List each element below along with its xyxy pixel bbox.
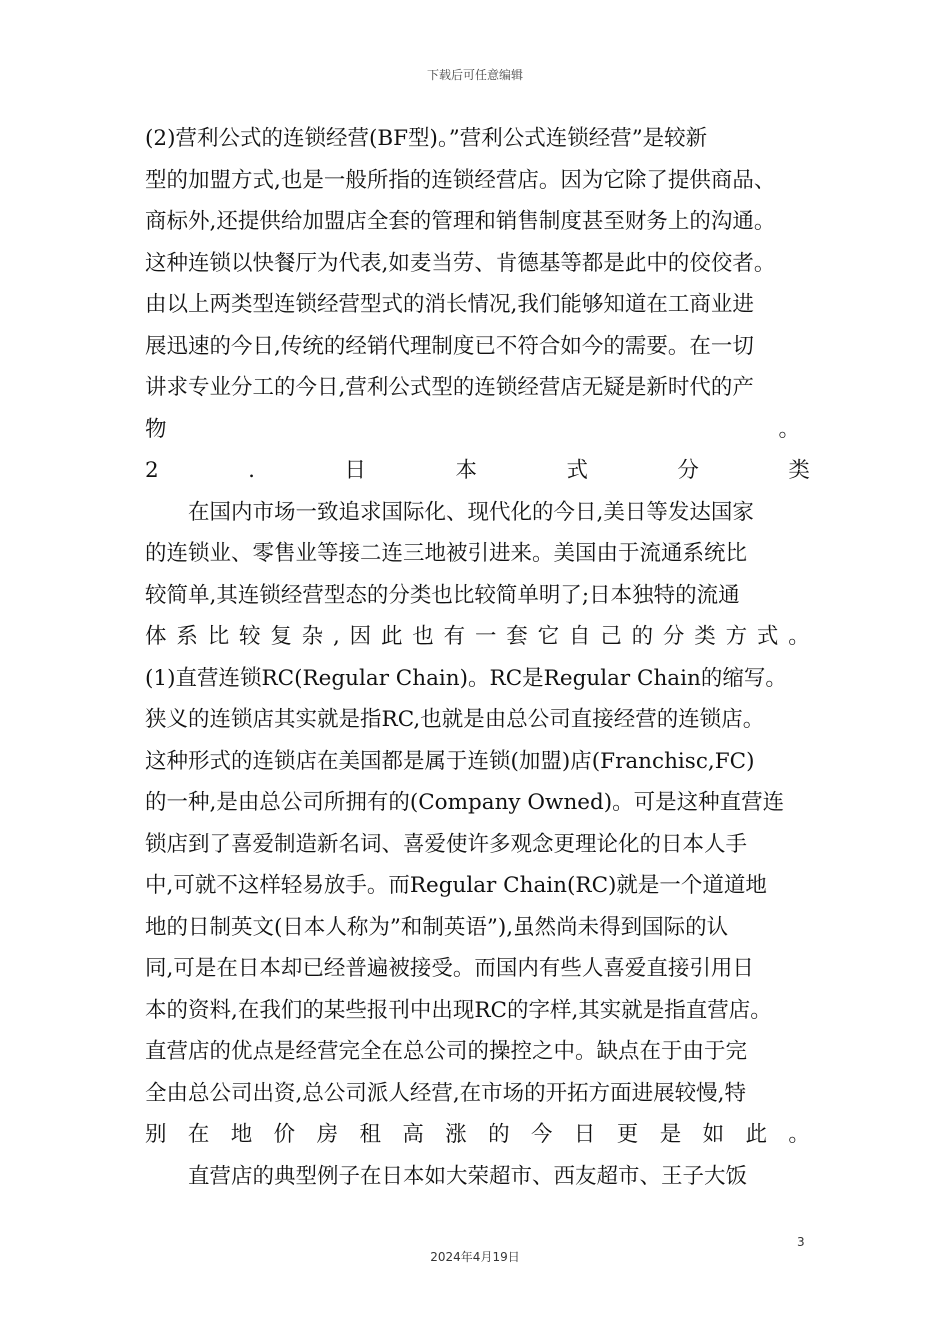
spread-char: 房 [316, 1122, 339, 1147]
spread-char: 涨 [445, 1122, 467, 1147]
text-line-content: 直营店的优点是经营完全在总公司的操控之中。缺点在于由于完 [145, 1039, 748, 1064]
spread-char: 此 [380, 624, 403, 649]
spread-char: 高 [402, 1122, 424, 1147]
spread-char: 复 [270, 624, 292, 649]
spread-char: 。 [788, 624, 810, 649]
text-line-content: 较简单,其连锁经营型态的分类也比较简单明了;日本独特的流通 [145, 582, 740, 608]
heading-char: 日 [344, 458, 366, 483]
text-line-content: 地的日制英文(日本人称为”和制英语”),虽然尚未得到国际的认 [145, 914, 729, 940]
heading-char: 类 [788, 458, 810, 483]
text-line-content: 同,可是在日本却已经普遍被接受。而国内有些人喜爱直接引用日 [145, 956, 754, 981]
text-line [145, 575, 810, 617]
text-line-content: 的连锁业、零售业等接二连三地被引进来。美国由于流通系统比 [145, 541, 748, 566]
spread-char: 式 [756, 624, 779, 649]
spread-char: 地 [230, 1122, 253, 1147]
text-line [145, 160, 810, 202]
text-line-content: 商标外,还提供给加盟店全套的管理和销售制度甚至财务上的沟通。 [145, 209, 776, 234]
text-line-content: 锁店到了喜爱制造新名词、喜爱使许多观念更理论化的日本人手 [145, 831, 748, 857]
text-line [145, 1031, 810, 1073]
text-line-end-punct: 。 [778, 416, 800, 442]
spread-char: 杂 [301, 624, 324, 649]
text-line [145, 741, 810, 783]
text-line-content: 直营店的典型例子在日本如大荣超市、西友超市、王子大饭 [188, 1163, 748, 1189]
text-line-content: 在国内市场一致追求国际化、现代化的今日,美日等发达国家 [188, 499, 754, 525]
spread-char: 别 [145, 1122, 167, 1147]
page-header: 下载后可任意编辑 [426, 68, 523, 82]
spread-char: 己 [600, 624, 622, 649]
heading-char: 式 [566, 458, 588, 483]
text-line [145, 533, 810, 575]
spread-char: 更 [616, 1122, 639, 1147]
text-line [145, 824, 810, 866]
page-number: 3 [797, 1235, 805, 1249]
text-line-content: 物 [145, 416, 167, 442]
text-line-content: 型的加盟方式,也是一般所指的连锁经营店。因为它除了提供商品、 [145, 167, 776, 193]
text-line [145, 284, 810, 326]
text-line-content: 展迅速的今日,传统的经销代理制度已不符合如今的需要。在一切 [145, 333, 754, 359]
spread-char: 分 [662, 624, 685, 649]
heading-char: . [248, 458, 255, 483]
page-footer-date: 2024年4月19日 [430, 1250, 520, 1264]
heading-char: 分 [677, 458, 699, 483]
text-line [145, 201, 810, 243]
text-line-spread [145, 1114, 810, 1156]
spread-char: 一 [474, 624, 497, 649]
text-line-content: 的一种,是由总公司所拥有的(Company Owned)。可是这种直营连 [145, 790, 785, 815]
spread-char: 此 [745, 1122, 767, 1147]
section-heading [145, 450, 810, 492]
spread-char: 也 [412, 624, 434, 649]
text-line [145, 699, 810, 741]
text-line [145, 990, 810, 1032]
spread-char: 价 [273, 1122, 296, 1147]
text-line [145, 118, 810, 160]
text-line [145, 782, 810, 824]
spread-char: 自 [568, 624, 591, 649]
spread-char: 体 [145, 624, 167, 649]
spread-char: 的 [631, 624, 654, 649]
text-line [145, 948, 810, 990]
spread-char: 在 [187, 1122, 210, 1147]
text-line [145, 865, 810, 907]
text-line-content: 本的资料,在我们的某些报刊中出现RC的字样,其实就是指直营店。 [145, 997, 772, 1023]
text-line [145, 243, 810, 285]
text-line-content: 由以上两类型连锁经营型式的消长情况,我们能够知道在工商业进 [145, 292, 754, 317]
spread-char: , [332, 624, 340, 649]
text-line [145, 409, 810, 451]
text-line-content: 讲求专业分工的今日,营利公式型的连锁经营店无疑是新时代的产 [145, 375, 754, 400]
text-line [145, 492, 810, 534]
spread-char: 系 [176, 624, 198, 649]
document-body [145, 118, 810, 1197]
text-line-content: 狭义的连锁店其实就是指RC,也就是由总公司直接经营的连锁店。 [145, 707, 765, 732]
text-line [145, 658, 810, 700]
text-line [145, 1073, 810, 1115]
spread-char: 套 [506, 624, 528, 649]
spread-char: 如 [702, 1122, 725, 1147]
heading-char: 2 [145, 458, 159, 483]
spread-char: 较 [238, 624, 261, 649]
spread-char: 它 [537, 624, 560, 649]
spread-char: 比 [207, 624, 230, 649]
text-line [145, 367, 810, 409]
text-line [145, 326, 810, 368]
spread-char: 因 [349, 624, 372, 649]
text-line-content: 中,可就不这样轻易放手。而Regular Chain(RC)就是一个道道地 [145, 873, 767, 898]
spread-char: 日 [573, 1122, 596, 1147]
text-line-content: 全由总公司出资,总公司派人经营,在市场的开拓方面进展较慢,特 [145, 1080, 747, 1106]
spread-char: 租 [359, 1122, 381, 1147]
spread-char: 的 [488, 1122, 510, 1147]
heading-char: 本 [455, 458, 477, 483]
spread-char: 今 [531, 1122, 553, 1147]
spread-char: 。 [788, 1122, 810, 1147]
text-line-content: (2)营利公式的连锁经营(BF型)。”营利公式连锁经营”是较新 [145, 126, 708, 151]
text-line-content: 这种连锁以快餐厅为代表,如麦当劳、肯德基等都是此中的佼佼者。 [145, 250, 776, 276]
spread-char: 类 [694, 624, 716, 649]
text-line-spread [145, 616, 810, 658]
text-line [145, 907, 810, 949]
text-line-content: (1)直营连锁RC(Regular Chain)。RC是Regular Chain的缩写。 [145, 665, 787, 691]
text-line-content: 这种形式的连锁店在美国都是属于连锁(加盟)店(Franchisc,FC) [145, 748, 755, 774]
text-line [145, 1156, 810, 1198]
spread-char: 方 [725, 624, 748, 649]
spread-char: 有 [443, 624, 466, 649]
spread-char: 是 [659, 1122, 682, 1147]
